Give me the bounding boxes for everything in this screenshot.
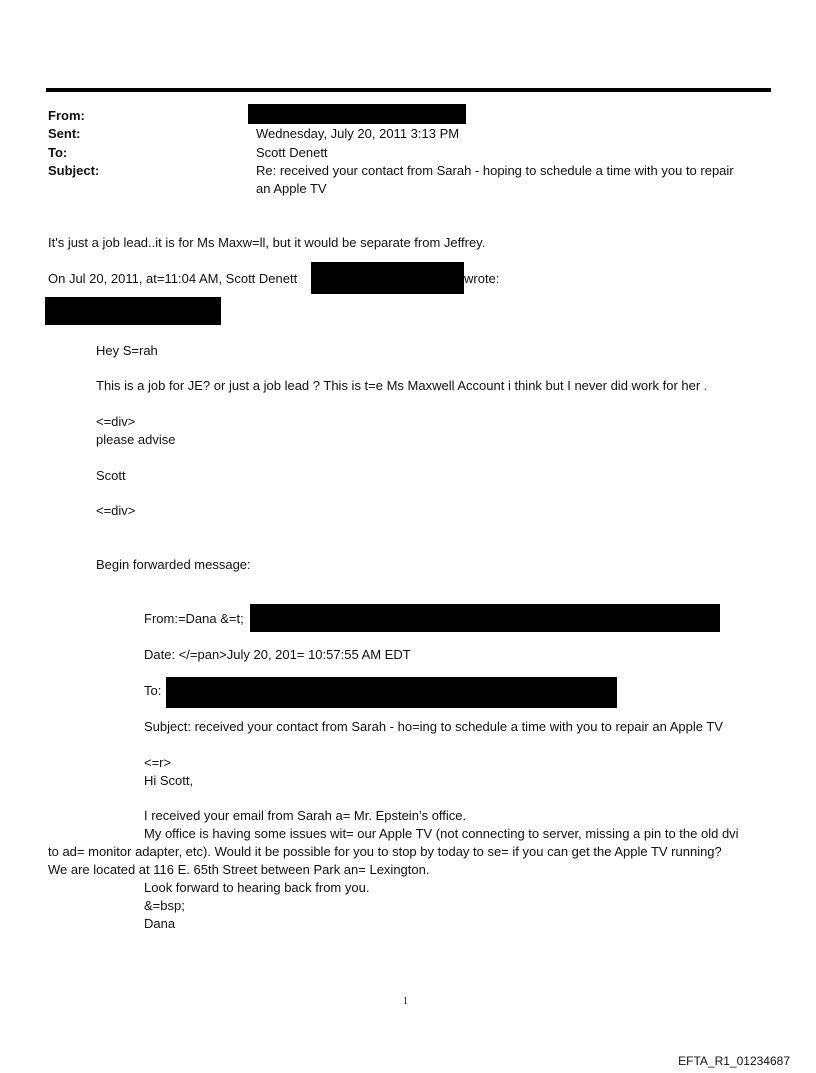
redaction-from [248,104,466,124]
fwd-br-tag: <=r> [144,755,172,770]
redaction-block [45,297,221,325]
fwd-nbsp: &=bsp; [144,898,185,913]
fwd-greeting: Hi Scott, [144,773,194,788]
redaction-fwd-to [166,677,617,708]
fwd-date: Date: </=pan>July 20, 201= 10:57:55 AM EDT [144,647,411,662]
fwd-line-4: We are located at 116 E. 65th Street between Park an= Lexington. [48,862,430,877]
fwd-subject: Subject: received your contact from Sarah - ho=ing to schedule a time with you to repair an Apple TV [144,719,723,734]
fwd-line-5: Look forward to hearing back from you. [144,880,370,895]
header-rule [46,88,771,92]
to-label: To: [48,145,68,160]
sent-label: Sent: [48,126,81,141]
greeting-sarah: Hey S=rah [96,343,158,358]
signature-scott: Scott [96,468,126,483]
redaction-sender-email [311,262,464,294]
page-number: 1 [403,996,408,1007]
bates-number: EFTA_R1_01234687 [678,1054,790,1068]
subject-line-2: an Apple TV [256,181,327,196]
div-tag-2: <=div> [96,503,136,518]
fwd-to: To: [144,683,162,698]
quote-wrote: wrote: [464,271,500,286]
sent-value: Wednesday, July 20, 2011 3:13 PM [256,126,460,141]
quote-intro: On Jul 20, 2011, at=11:04 AM, Scott Denett [48,271,298,286]
redaction-fwd-from [250,604,720,632]
fwd-line-2: My office is having some issues wit= our Apple TV (not connecting to server, missing a pin to the old dvi [144,826,739,841]
reply-line: It's just a job lead..it is for Ms Maxw=ll, but it would be separate from Jeffrey. [48,235,486,250]
question-line: This is a job for JE? or just a job lead ? This is t=e Ms Maxwell Account i think but I never did work for her . [96,378,708,393]
to-value: Scott Denett [256,145,328,160]
from-label: From: [48,108,85,123]
fwd-line-3: to ad= monitor adapter, etc). Would it be possible for you to stop by today to se= if you can get the Apple TV running? [48,844,722,859]
fwd-line-1: I received your email from Sarah a= Mr. Epstein’s office. [144,808,467,823]
subject-label: Subject: [48,163,100,178]
fwd-from: From:=Dana &=t; [144,611,244,626]
div-tag-1: <=div> [96,414,136,429]
fwd-sign: Dana [144,916,176,931]
please-advise: please advise [96,432,176,447]
begin-forwarded: Begin forwarded message: [96,557,251,572]
subject-line-1: Re: received your contact from Sarah - hoping to schedule a time with you to repair [256,163,734,178]
